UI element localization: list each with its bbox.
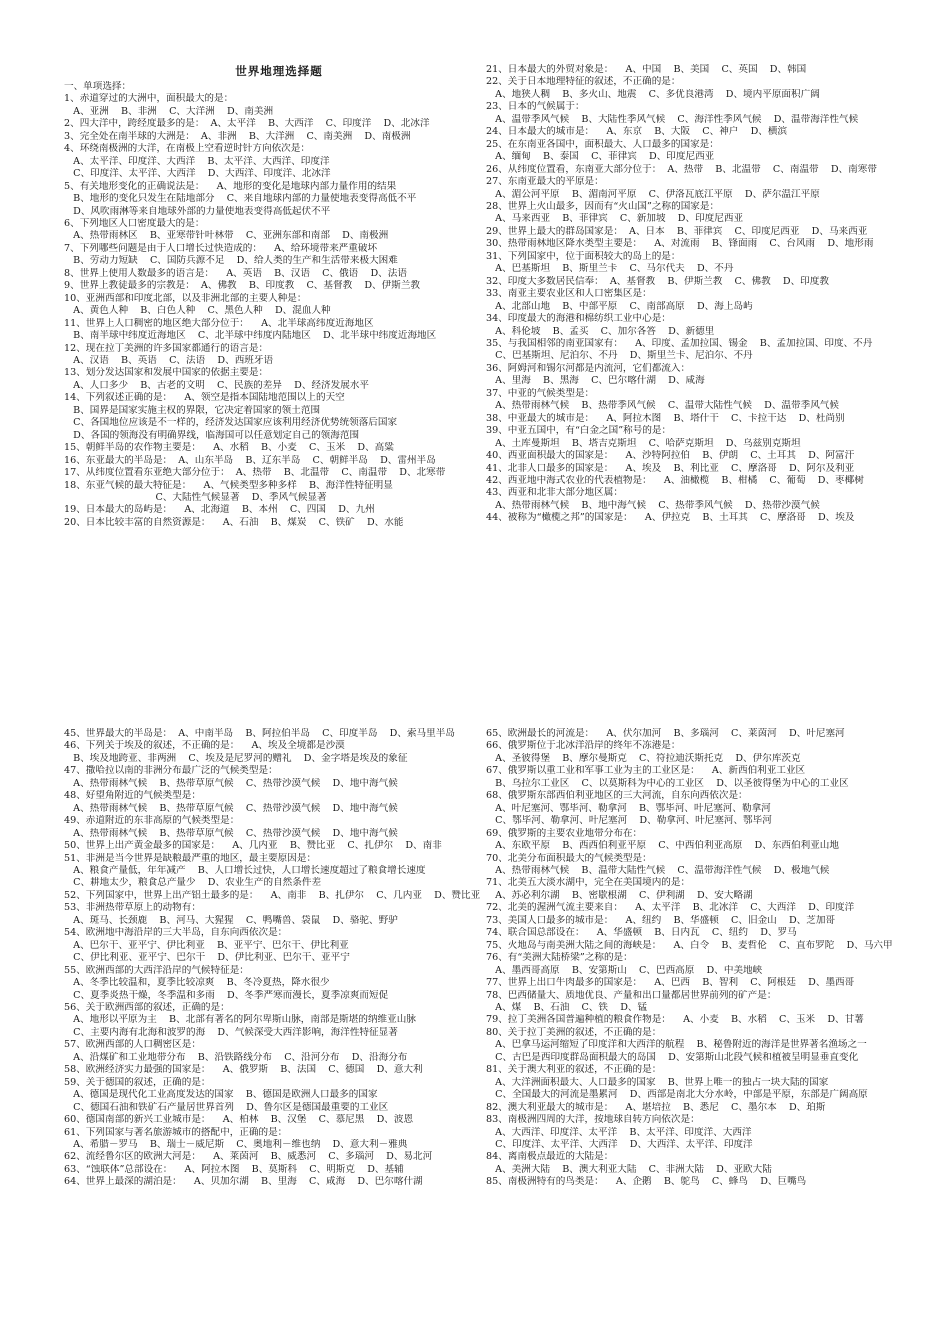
question-line: 6、下列地区人口密度最大的是： xyxy=(64,217,205,229)
text-line: A、德国是现代化工业高度发达的国家 B、德国是欧洲人口最多的国家 xyxy=(64,1089,378,1101)
text-line: A、地形以平原为主 B、北部有著名的阿尔卑斯山脉，南部是斯堪的纳维亚山脉 xyxy=(64,1014,416,1026)
question-line: 38、中亚最大的城市是： A、阿拉木图 B、塔什干 C、卡拉干达 D、杜尚别 xyxy=(486,412,845,424)
text-line: A、巴尔干、亚平宁、伊比利亚 B、亚平宁、巴尔干、伊比利亚 xyxy=(64,939,349,951)
question-line: 49、赤道附近的东非高原的气候类型是： xyxy=(64,815,240,827)
question-line: 40、西亚面积最大的国家是： A、沙特阿拉伯 B、伊朗 C、土耳其 D、阿富汗 xyxy=(486,450,855,462)
question-line: 53、非洲热带草原上的动物有： xyxy=(64,902,201,914)
quiz-block-top-left xyxy=(64,64,494,529)
text-line: A、里海 B、黑海 C、巴尔喀什湖 D、咸海 xyxy=(486,375,705,387)
text-line: A、大洋洲面积最大、人口最多的国家 B、世界上唯一的独占一块大陆的国家 xyxy=(486,1076,829,1088)
text-line: A、太平洋、印度洋、大西洋 B、太平洋、大西洋、印度洋 xyxy=(64,155,330,167)
question-line: 27、东南亚最大的平原是： xyxy=(486,176,604,188)
text-line: A、北部山地 B、中部平原 C、南部高原 D、海上岛屿 xyxy=(486,300,753,312)
question-line: 20、日本比较丰富的自然资源是： A、石油 B、煤炭 C、铁矿 D、水能 xyxy=(64,516,404,528)
question-line: 8、世界上使用人数最多的语言是： A、英语 B、汉语 C、俄语 D、法语 xyxy=(64,267,407,279)
question-line: 39、中亚五国中，有“白金之国”称号的是： xyxy=(486,425,672,437)
text-line: A、热带雨林气候 B、热带季风气候 C、温带大陆性气候 D、温带季风气候 xyxy=(486,400,839,412)
question-line: 23、日本的气候属于： xyxy=(486,101,585,113)
question-line: 26、从纬度位置看，东南亚大部分位于： A、热带 B、北温带 C、南温带 D、南寒带 xyxy=(486,163,877,175)
text-line: C、鄂毕河、勒拿河、叶尼塞河 D、勒拿河、叶尼塞河、鄂毕河 xyxy=(486,815,772,827)
text-line: A、热带雨林气候 B、热带草原气候 C、热带沙漠气候 D、地中海气候 xyxy=(64,827,398,839)
text-line: A、热带雨林区 B、亚寒带针叶林带 C、亚洲东部和南部 D、南极洲 xyxy=(64,230,389,242)
text-line: A、美洲大陆 B、澳大利亚大陆 C、非洲大陆 D、亚欧大陆 xyxy=(486,1163,772,1175)
question-line: 48、好望角附近的气候类型是： xyxy=(64,790,201,802)
question-line: 47、撒哈拉以南的非洲分布最广泛的气候类型是： xyxy=(64,765,278,777)
text-line: A、墨西哥高原 B、安第斯山 C、巴西高原 D、中美地峡 xyxy=(486,964,763,976)
question-line: 9、世界上教徒最多的宗教是： A、佛教 B、印度教 C、基督教 D、伊斯兰教 xyxy=(64,280,421,292)
question-line: 77、世界上出口牛肉最多的国家是： A、巴西 B、智利 C、阿根廷 D、墨西哥 xyxy=(486,977,855,989)
question-line: 42、西亚地中海式农业的代表植物是： A、油橄榄 B、柑橘 C、葡萄 D、枣椰树 xyxy=(486,474,864,486)
text-line: C、德国石油和铁矿石产量居世界首列 D、鲁尔区是德国最重要的工业区 xyxy=(64,1101,389,1113)
question-line: 19、日本最大的岛屿是： A、北海道 B、本州 C、四国 D、九州 xyxy=(64,504,375,516)
text-line: C、印度洋、太平洋、大西洋 D、大西洋、印度洋、北冰洋 xyxy=(64,168,331,180)
question-line: 84、离南极点最近的大陆是： xyxy=(486,1151,614,1163)
text-line: B、埃及地跨亚、非两洲 C、埃及是尼罗河的赠礼 D、金字塔是埃及的象征 xyxy=(64,752,408,764)
text-line: A、巴拿马运河缩短了印度洋和大西洋的航程 B、秘鲁附近的海洋是世界著名渔场之一 xyxy=(486,1039,867,1051)
question-line: 60、德国南部的新兴工业城市是： A、柏林 B、汉堡 C、慕尼黑 D、波恩 xyxy=(64,1114,414,1126)
question-line: 52、下列国家中，世界上出产铝土最多的是： A、南非 B、扎伊尔 C、几内亚 D、赞比亚 xyxy=(64,889,481,901)
question-line: 3、完全处在南半球的大洲是： A、非洲 B、大洋洲 C、南美洲 D、南极洲 xyxy=(64,130,411,142)
text-line: A、热带雨林气候 B、温带大陆性气候 C、温带海洋性气候 D、极地气候 xyxy=(486,864,830,876)
text-line: C、古巴是西印度群岛面积最大的岛国 D、安第斯山北段气候和植被呈明显垂直变化 xyxy=(486,1051,859,1063)
question-line: 59、关于德国的叙述，正确的是： xyxy=(64,1076,211,1088)
question-line: 81、关于澳大利亚的叙述，不正确的是： xyxy=(486,1064,662,1076)
text-line: B、劳动力短缺 C、国防兵源不足 D、给人类的生产和生活带来极大困难 xyxy=(64,255,398,267)
question-line: 63、“蚀联体”总部设在： A、阿拉木图 B、莫斯科 C、明斯克 D、基辅 xyxy=(64,1163,404,1175)
question-line: 50、世界上出产黄金最多的国家是： A、几内亚 B、赞比亚 C、扎伊尔 D、南非 xyxy=(64,840,442,852)
text-line: A、热带雨林气候 B、热带草原气候 C、热带沙漠气候 D、地中海气候 xyxy=(64,777,398,789)
text-line: D、风吹雨淋等来自地球外部的力量使地表变得高低起伏不平 xyxy=(64,205,331,217)
question-line: 78、巴西储量大、质地优良、产量和出口量都居世界前列的矿产是： xyxy=(486,989,777,1001)
text-line: C、印度洋、太平洋、大西洋 D、大西洋、太平洋、印度洋 xyxy=(486,1138,753,1150)
question-line: 44、被称为“橄榄之邦”的国家是： A、伊拉克 B、土耳其 C、摩洛哥 D、埃及 xyxy=(486,512,855,524)
text-line: A、温带季风气候 B、大陆性季风气候 C、海洋性季风气候 D、温带海洋性气候 xyxy=(486,113,859,125)
question-line: 22、关于日本地理特征的叙述，不正确的是： xyxy=(486,76,681,88)
question-line: 72、北美的渥洲气流主要来自： A、太平洋 B、北冰洋 C、大西洋 D、印度洋 xyxy=(486,902,855,914)
text-line: A、希腊－罗马 B、瑞士－威尼斯 C、奥地利－维也纳 D、意大利－雅典 xyxy=(64,1138,408,1150)
text-line: A、黄色人种 B、白色人种 C、黑色人种 D、混血人种 xyxy=(64,305,331,317)
question-line: 73、美国人口最多的城市是： A、纽约 B、华盛顿 C、旧金山 D、芝加哥 xyxy=(486,914,836,926)
question-line: 21、日本最大的外贸对象是： A、中国 B、美国 C、英国 D、韩国 xyxy=(486,64,807,75)
question-line: 36、阿姆河和锡尔河都是内流河，它们都流入： xyxy=(486,362,691,374)
text-line: C、伊比利亚、亚平宁、巴尔干 D、伊比利亚、巴尔干、亚平宁 xyxy=(64,952,350,964)
text-line: A、汉语 B、英语 C、法语 D、西班牙语 xyxy=(64,354,274,366)
question-line: 58、欧洲经济实力最强的国家是： A、俄罗斯 B、法国 C、德国 D、意大利 xyxy=(64,1064,423,1076)
text-line: A、冬季比较温和，夏季比较凉爽 B、冬冷夏热，降水很少 xyxy=(64,977,330,989)
question-line: 54、欧洲地中海沿岸的三大半岛，自东向西依次是： xyxy=(64,927,288,939)
text-line: A、煤 B、石油 C、铁 D、锰 xyxy=(486,1001,648,1013)
question-line: 43、西亚和北非大部分地区属： xyxy=(486,487,623,499)
text-line: A、东欧平原 B、西西伯利亚平原 C、中西伯利亚高原 D、东西伯利亚山地 xyxy=(486,840,839,852)
question-line: 7、下列哪些问题是由于人口增长过快造成的： A、给环境带来严重破坏 xyxy=(64,242,378,254)
text-line: A、科伦坡 B、孟买 C、加尔各答 D、新德里 xyxy=(486,325,715,337)
question-line: 37、中亚的气候类型是： xyxy=(486,387,595,399)
question-line: 79、拉丁美洲各国普遍种植的粮食作物是： A、小麦 B、水稻 C、玉米 D、甘薯 xyxy=(486,1014,864,1026)
question-line: 32、印度大多数居民信奉： A、基督教 B、伊斯兰教 C、佛教 D、印度教 xyxy=(486,275,829,287)
question-line: 83、南极洲四周的大洋，按地球自转方向依次是： xyxy=(486,1114,700,1126)
text-line: A、粮食产量低，年年减产 B、人口增长过快，人口增长速度超过了粮食增长速度 xyxy=(64,864,426,876)
text-line: A、叶尼塞河、鄂毕河、勒拿河 B、鄂毕河、叶尼塞河、勒拿河 xyxy=(486,802,771,814)
question-line: 82、澳大利亚最大的城市是： A、堪培拉 B、悉尼 C、墨尔本 D、珀斯 xyxy=(486,1101,826,1113)
question-line: 67、俄罗斯以重工业和军事工业为主的工业区是： A、新西伯利亚工业区 xyxy=(486,765,806,777)
question-line: 4、环绕南极洲的大洋，在南极上空看逆时针方向依次是： xyxy=(64,143,310,155)
question-line: 25、在东南亚各国中，面积最大、人口最多的国家是： xyxy=(486,138,719,150)
text-line: A、人口多少 B、古老的文明 C、民族的差异 D、经济发展水平 xyxy=(64,379,370,391)
text-line: D、各国的领海没有明确界线，临海国可以任意划定自己的领海范围 xyxy=(64,429,360,441)
text-line: A、圣彼得堡 B、摩尔曼斯克 C、符拉迪沃斯托克 D、伊尔库茨克 xyxy=(486,752,801,764)
question-line: 11、世界上人口稠密的地区绝大部分位于： A、北半球高纬度近海地区 xyxy=(64,317,374,329)
text-line: C、各国地位应该是不一样的，经济发达国家应该利用经济优势统领落后国家 xyxy=(64,417,398,429)
text-line: A、马来西亚 B、菲律宾 C、新加坡 D、印度尼西亚 xyxy=(486,213,744,225)
quiz-block-top-right xyxy=(486,64,916,525)
question-line: 57、欧洲西部的人口稠密区是： xyxy=(64,1039,201,1051)
question-line: 55、欧洲西部的大西洋沿岸的气候特征是： xyxy=(64,964,249,976)
question-line: 62、流经鲁尔区的欧洲大河是： A、莱茵河 B、威悉河 C、多瑙河 D、易北河 xyxy=(64,1151,433,1163)
question-line: 75、火地岛与南美洲大陆之间的海峡是： A、白令 B、麦哲伦 C、直布罗陀 D、马六甲 xyxy=(486,939,893,951)
text-line: C、全国最大的河流是墨累河 D、西部是南北大分水岭，中部是平原，东部是广阔高原 xyxy=(486,1089,868,1101)
question-line: 31、下列国家中，位于面积较大的岛上的是： xyxy=(486,250,681,262)
question-line: 28、世界上火山最多，因而有“火山国”之称的国家是： xyxy=(486,200,720,212)
question-line: 69、俄罗斯的主要农业地带分布在： xyxy=(486,827,643,839)
question-line: 46、下列关于埃及的叙述，不正确的是： A、埃及全境都是沙漠 xyxy=(64,740,345,752)
text-line: A、热带雨林气候 B、地中海气候 C、热带季风气候 D、热带沙漠气候 xyxy=(486,499,820,511)
question-line: 51、非洲是当今世界是缺粮最严重的地区，最主要原因是： xyxy=(64,852,317,864)
text-line: A、缅甸 B、泰国 C、菲律宾 D、印度尼西亚 xyxy=(486,151,715,163)
question-line: 76、有“美洲大陆桥梁”之称的是： xyxy=(486,952,633,964)
question-line: 13、划分发达国家和发展中国家的依据主要是： xyxy=(64,367,269,379)
question-line: 30、热带雨林地区降水类型主要是： A、对流雨 B、锋面雨 C、台风雨 D、地形雨 xyxy=(486,238,874,250)
text-line: A、大西洋、印度洋、太平洋 B、太平洋、印度洋、大西洋 xyxy=(486,1126,752,1138)
question-line: 61、下列国家与著名旅游城市的搭配中，正确的是： xyxy=(64,1126,288,1138)
text-line: A、土库曼斯坦 B、塔吉克斯坦 C、哈萨克斯坦 D、乌兹别克斯坦 xyxy=(486,437,801,449)
text-line: A、热带雨林气候 B、热带草原气候 C、热带沙漠气候 D、地中海气候 xyxy=(64,802,398,814)
page-title: 世界地理选择题 xyxy=(235,64,323,78)
text-line: 一、单项选择： xyxy=(64,81,132,92)
text-line: A、沿煤矿和工业地带分布 B、沿铁路线分布 C、沿河分布 D、沿海分布 xyxy=(64,1051,408,1063)
question-line: 65、欧洲最长的河流是： A、伏尔加河 B、多瑙河 C、莱茵河 D、叶尼塞河 xyxy=(486,728,845,739)
question-line: 35、与我国相邻的南亚国家有： A、印度、孟加拉国、锡金 B、孟加拉国、印度、不丹 xyxy=(486,337,873,349)
question-line: 41、北非人口最多的国家是： A、埃及 B、利比亚 C、摩洛哥 D、阿尔及利亚 xyxy=(486,462,855,474)
question-line: 34、印度最大的海港和棉纺织工业中心是： xyxy=(486,313,671,325)
question-line: 45、世界最大的半岛是： A、中南半岛 B、阿拉伯半岛 C、印度半岛 D、索马里半岛 xyxy=(64,728,455,739)
question-line: 85、南极洲特有的鸟类是： A、企鹅 B、鸵鸟 C、蜂鸟 D、巨嘴鸟 xyxy=(486,1176,807,1188)
text-line: A、巴基斯坦 B、斯里兰卡 C、马尔代夫 D、不丹 xyxy=(486,263,734,275)
question-line: 66、俄罗斯位于北冰洋沿岸的终年不冻港是： xyxy=(486,740,681,752)
text-line: B、乌拉尔工业区 C、以莫斯科为中心的工业区 D、以圣彼得堡为中心的工业区 xyxy=(486,777,849,789)
text-line: A、湄公河平原 B、湄南河平原 C、伊洛瓦底江平原 D、萨尔温江平原 xyxy=(486,188,820,200)
text-line: C、巴基斯坦、尼泊尔、不丹 D、斯里兰卡、尼泊尔、不丹 xyxy=(486,350,753,362)
question-line: 2、四大洋中，跨经度最多的是： A、太平洋 B、大西洋 C、印度洋 D、北冰洋 xyxy=(64,118,430,130)
question-line: 10、亚洲西部和印度北部，以及非洲北部的主要人种是： xyxy=(64,292,307,304)
question-line: 74、联合国总部设在： A、华盛顿 B、日内瓦 C、纽约 D、罗马 xyxy=(486,927,797,939)
question-line: 80、关于拉丁美洲的叙述，不正确的是： xyxy=(486,1026,662,1038)
question-line: 5、有关地形变化的正确说法是： A、地形的变化是地球内部力量作用的结果 xyxy=(64,180,397,192)
text-line: C、主要内海有北海和波罗的海 D、气候深受大西洋影响，海洋性特征显著 xyxy=(64,1026,398,1038)
question-line: 70、北美分布面积最大的气候类型是： xyxy=(486,852,652,864)
text-line: C、耕地太少，粮食总产量少 D、农业生产的自然条件差 xyxy=(64,877,322,889)
quiz-block-bottom-right xyxy=(486,728,916,1189)
question-line: 56、关于欧洲西部的叙述，正确的是： xyxy=(64,1001,230,1013)
question-line: 64、世界上最深的湖泊是： A、贝加尔湖 B、里海 C、咸海 D、巴尔喀什湖 xyxy=(64,1176,423,1188)
text-line: B、南半球中纬度近海地区 C、北半球中纬度内陆地区 D、北半球中纬度近海地区 xyxy=(64,330,437,342)
question-line: 16、东亚最大的半岛是： A、山东半岛 B、辽东半岛 C、朝鲜半岛 D、雷州半岛 xyxy=(64,454,436,466)
question-line: 1、赤道穿过的大洲中，面积最大的是： xyxy=(64,93,234,105)
question-line: 71、北美五大淡水湖中，完全在美国境内的是： xyxy=(486,877,691,889)
question-line: 29、世界上最大的群岛国家是： A、日本 B、菲律宾 C、印度尼西亚 D、马来西亚 xyxy=(486,225,868,237)
question-line: 12、现在拉丁美洲的许多国家都通行的语言是： xyxy=(64,342,269,354)
question-line: 33、南亚主要农业区和人口密集区是： xyxy=(486,288,652,300)
text-line: A、地狭人稠 B、多火山、地震 C、多优良港湾 D、境内平原面积广阔 xyxy=(486,88,820,100)
text-line: B、国界是国家实施主权的界限，它决定着国家的领土范围 xyxy=(64,404,321,416)
question-line: 14、下列叙述正确的是： A、领空是指本国陆地范围以上的天空 xyxy=(64,392,345,404)
text-line: B、地形的变化只发生在陆地部分 C、来自地球内部的力量使地表变得高低不平 xyxy=(64,193,417,205)
question-line: 24、日本最大的城市是： A、东京 B、大阪 C、神户 D、横滨 xyxy=(486,126,788,138)
question-line: 68、俄罗斯东部西伯利亚地区的三大河流，自东向西依次是： xyxy=(486,790,748,802)
question-line: 15、朝鲜半岛的农作物主要是： A、水稻 B、小麦 C、玉米 D、高粱 xyxy=(64,442,394,454)
text-line: A、亚洲 B、非洲 C、大洋洲 D、南美洲 xyxy=(64,105,274,117)
text-line: C、大陆性气候显著 D、季风气候显著 xyxy=(64,491,327,503)
text-line: C、夏季炎热干燥，冬季温和多雨 D、冬季严寒而漫长，夏季凉爽而短促 xyxy=(64,989,389,1001)
text-line: A、苏必利尔湖 B、密歇根湖 C、伊利湖 D、安大略湖 xyxy=(486,889,753,901)
question-line: 17、从纬度位置看东亚绝大部分位于： A、热带 B、北温带 C、南温带 D、北寒带 xyxy=(64,467,446,479)
text-line: A、斑马、长颈鹿 B、河马、大猩猩 C、鸭嘴兽、袋鼠 D、骆驼、野驴 xyxy=(64,914,398,926)
quiz-block-bottom-left xyxy=(64,728,494,1189)
question-line: 18、东亚气候的最大特征是： A、气候类型多种多样 B、海洋性特征明显 xyxy=(64,479,393,491)
